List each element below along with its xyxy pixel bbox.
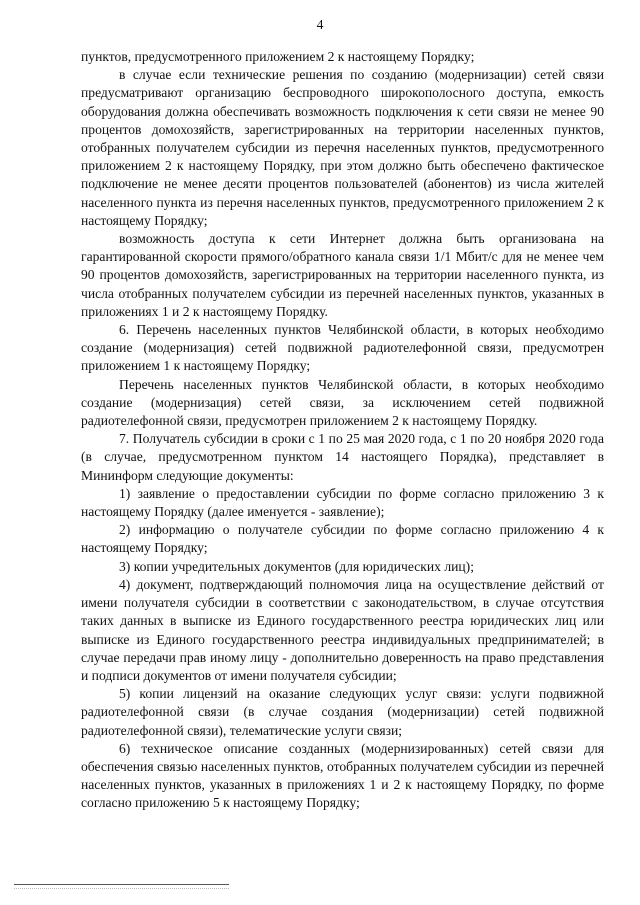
paragraph-internet-speed: возможность доступа к сети Интернет должна быть организована на гарантированной скорости прямого/обратного канала связи 1/1 Мбит/с для не менее чем 90 процентов домохозяйств, зарегистрированных на территории населенного пункта, из числа отобранных получателем субсидии из перечней населенных пунктов, указанных в приложениях 1 и 2 к настоящему Порядку.	[81, 231, 604, 319]
list-item-1: 1) заявление о предоставлении субсидии по форме согласно приложению 3 к настоящему Порядку (далее именуется - заявление);	[81, 485, 604, 520]
paragraph-list-appendix-2: Перечень населенных пунктов Челябинской области, в которых необходимо создание (модернизация) сетей связи, за исключением сетей подвижной радиотелефонной связи, предусмотрен приложением 2 к настоящему Порядку.	[81, 376, 604, 429]
paragraph-wireless-access: в случае если технические решения по созданию (модернизации) сетей связи предусматривают организацию беспроводного широкополосного доступа, емкость оборудования должна обеспечивать возможность подключения к сети связи не менее 90 процентов домохозяйств, зарегистрированных на территории населенных пунктов, отобранных получателем субсидии из перечня населенных пунктов, предусмотренного приложением 2 к настоящему Порядку, при этом должно быть обеспечено фактическое подключение не менее десяти процентов пользователей (абонентов) из числа жителей населенного пункта из перечня населенных пунктов, предусмотренного приложением 2 к настоящему Порядку;	[81, 67, 604, 228]
footer-divider	[14, 884, 229, 885]
list-item-4: 4) документ, подтверждающий полномочия лица на осуществление действий от имени получателя субсидии в соответствии с законодательством, в случае отсутствия таких данных в выписке из Единого государственного реестра юридических лиц или выписке из Единого государственного реестра индивидуальных предпринимателей; в случае передачи прав иному лицу - дополнительно доверенность на право представления и подписи документов от имени получателя субсидии;	[81, 576, 604, 683]
list-item-3: 3) копии учредительных документов (для юридических лиц);	[119, 558, 474, 574]
paragraph-continuation: пунктов, предусмотренного приложением 2 к настоящему Порядку;	[81, 49, 475, 64]
list-item-2: 2) информацию о получателе субсидии по форме согласно приложению 4 к настоящему Порядку;	[81, 522, 604, 556]
paragraph-item-6: 6. Перечень населенных пунктов Челябинской области, в которых необходимо создание (модернизация) сетей подвижной радиотелефонной связи, предусмотрен приложением 1 к настоящему Порядку;	[81, 322, 604, 374]
document-body	[81, 48, 604, 813]
page-number: 4	[316, 17, 324, 32]
paragraph-item-7: 7. Получатель субсидии в сроки с 1 по 25 мая 2020 года, с 1 по 20 ноября 2020 года (в случае, предусмотренном пунктом 14 настоящего Порядка), представляет в Мининформ следующие документы:	[81, 431, 604, 483]
list-item-6: 6) техническое описание созданных (модернизированных) сетей связи для обеспечения связью населенных пунктов, отобранных получателем субсидии из перечней населенных пунктов, указанных в приложениях 1 и 2 к настоящему Порядку, по форме согласно приложению 5 к настоящему Порядку;	[81, 740, 604, 811]
footer-divider-faint	[14, 888, 229, 889]
list-item-5: 5) копии лицензий на оказание следующих услуг связи: услуги подвижной радиотелефонной связи (в случае создания (модернизации) сетей подвижной радиотелефонной связи), телематические услуги связи;	[81, 686, 604, 738]
